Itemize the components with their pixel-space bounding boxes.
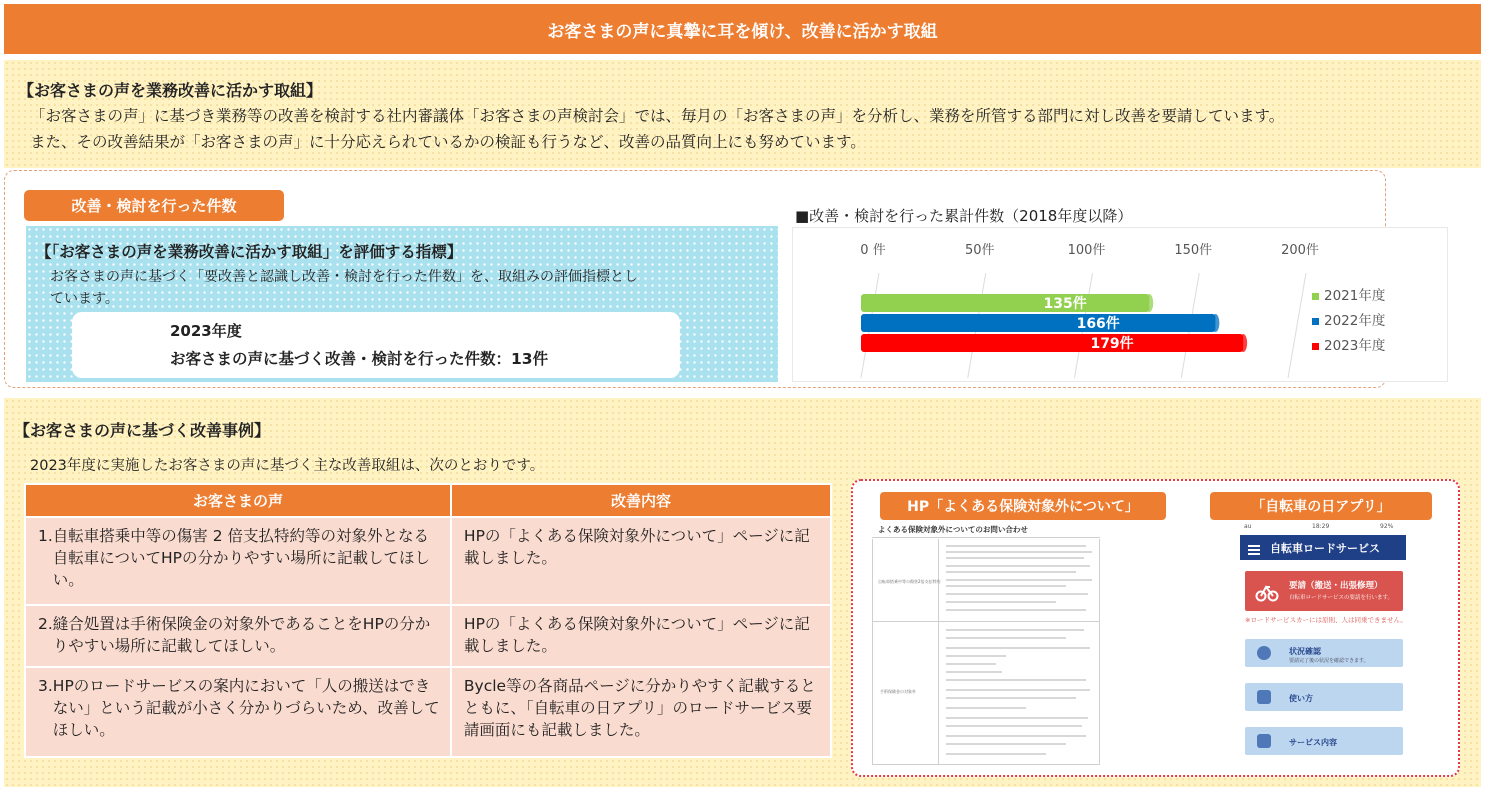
data-label-2021年度: 135件	[1043, 296, 1087, 312]
kpi-year: 2023年度	[170, 322, 242, 340]
bicycle-icon	[1255, 579, 1279, 603]
kpi-desc-line2: ています。	[50, 291, 119, 307]
voice-cell	[25, 605, 451, 667]
voice-text: 自転車搭乗中等の傷害 2 倍支払特約等の対象外となる自転車についてHPの分かりやすい場所に記載してほしい。	[52, 527, 430, 589]
table-row	[25, 605, 831, 667]
status-check-sub: 要請完了後の状況を確認できます。	[1289, 658, 1369, 664]
improvement-cell: HPの「よくある保険対象外について」ページに記載しました。	[451, 605, 831, 667]
legend-swatch-2023年度	[1312, 343, 1319, 350]
service-content-title: サービス内容	[1289, 738, 1337, 747]
kpi-desc-line1: お客さまの声に基づく「要改善と認識し改善・検討を行った件数」を、取組みの評価指標とし	[50, 269, 638, 285]
legend-entry-2023年度: 2023年度	[1324, 338, 1386, 354]
hp-example-label: HP「よくある保険対象外について」	[880, 492, 1166, 520]
box-icon	[1257, 734, 1271, 748]
x-tick-label: 100件	[1067, 243, 1106, 258]
voice-cell	[25, 667, 451, 757]
data-label-2023年度: 179件	[1090, 336, 1134, 352]
chat-bubble-icon	[1257, 646, 1271, 660]
kpi-result-box	[72, 312, 680, 378]
legend-swatch-2022年度	[1312, 318, 1319, 325]
legend-swatch-2021年度	[1312, 293, 1319, 300]
data-label-2022年度: 166件	[1076, 316, 1120, 332]
kpi-result: お客さまの声に基づく改善・検討を行った件数：13件	[170, 350, 549, 368]
voice-cell	[25, 517, 451, 605]
how-to-use-title: 使い方	[1289, 694, 1313, 703]
cumulative-chart	[792, 227, 1448, 382]
intro-paragraph-line1: 「お客さまの声」に基づき業務等の改善を検討する社内審議体「お客さまの声検討会」では、毎月の「お客さまの声」を分析し、業務を所管する部門に対し改善を要請しています。	[30, 107, 1285, 125]
cases-table	[24, 483, 832, 758]
app-header	[1240, 535, 1406, 560]
cases-intro: 2023年度に実施したお客さまの声に基づく主な改善取組は、次のとおりです。	[30, 458, 545, 474]
x-tick-label: 200件	[1281, 243, 1319, 258]
row-number: 1.	[38, 527, 53, 545]
table-row	[25, 667, 831, 757]
doc-title: よくある保険対象外についてのお問い合わせ	[878, 525, 1028, 534]
gridline	[1288, 273, 1306, 378]
hamburger-icon[interactable]	[1248, 541, 1260, 553]
doc-row2-label: 手術保険金の対象外	[880, 689, 916, 694]
improvement-cell: HPの「よくある保険対象外について」ページに記載しました。	[451, 517, 831, 605]
battery: 92%	[1380, 523, 1394, 530]
kpi-heading: 【「お客さまの声を業務改善に活かす取組」を評価する指標】	[36, 243, 463, 261]
how-to-use-button[interactable]	[1245, 683, 1403, 711]
bar-cap-2021年度	[1145, 294, 1153, 312]
chart-svg	[793, 228, 1449, 383]
status-check-title: 状況確認	[1289, 647, 1321, 656]
voice-text: 縫合処置は手術保険金の対象外であることをHPの分かりやすい場所に記載してほしい。	[52, 615, 431, 655]
legend-entry-2021年度: 2021年度	[1324, 288, 1386, 304]
header-voice: お客さまの声	[25, 484, 451, 517]
app-example-label: 「自転車の日アプリ」	[1210, 492, 1432, 520]
service-content-button[interactable]	[1245, 727, 1403, 755]
intro-paragraph-line2: また、その改善結果が「お客さまの声」に十分応えられているかの検証も行うなど、改善の品質向上にも努めています。	[30, 133, 866, 151]
bar-cap-2023年度	[1239, 334, 1247, 352]
doc-row1-label: 自転車搭乗中等の傷害2倍支払特約	[878, 579, 941, 584]
clock: 18:29	[1312, 523, 1330, 530]
header-improvement: 改善内容	[451, 484, 831, 517]
legend-entry-2022年度: 2022年度	[1324, 313, 1386, 329]
row-number: 2.	[38, 615, 53, 633]
request-button[interactable]	[1245, 571, 1403, 611]
app-title: 自転車ロードサービス	[1270, 542, 1380, 555]
x-tick-label: 50件	[964, 243, 995, 258]
status-check-button[interactable]	[1245, 639, 1403, 667]
bar-2021年度	[861, 294, 1149, 312]
chart-title: ■改善・検討を行った累計件数（2018年度以降）	[795, 207, 1133, 225]
bar-2023年度	[861, 334, 1243, 352]
improvement-cell: Bycle等の各商品ページに分かりやすく記載するとともに、「自転車の日アプリ」のロードサービス要請画面にも記載しました。	[451, 667, 831, 757]
row-number: 3.	[38, 677, 53, 695]
bar-2022年度	[861, 314, 1215, 332]
x-tick-label: 150件	[1174, 243, 1213, 258]
hp-page-thumbnail	[872, 521, 1100, 765]
no-passenger-note: ※ロードサービスカーには原則、人は同乗できません。	[1245, 616, 1407, 624]
table-row	[25, 517, 831, 605]
cases-heading: 【お客さまの声に基づく改善事例】	[14, 421, 271, 440]
table-header-row	[25, 484, 831, 517]
request-sub: 自転車ロードサービスの要請を行います。	[1289, 595, 1394, 601]
bar-cap-2022年度	[1211, 314, 1219, 332]
x-tick-label: 0 件	[860, 243, 886, 258]
document-icon	[1257, 690, 1271, 704]
app-screenshot	[1240, 521, 1406, 765]
intro-section	[4, 60, 1481, 168]
page-title: お客さまの声に真摯に耳を傾け、改善に活かす取組	[4, 4, 1481, 54]
request-title: 要請（搬送・出張修理）	[1289, 581, 1383, 591]
section-heading: 【お客さまの声を業務改善に活かす取組】	[18, 81, 323, 100]
voice-text: HPのロードサービスの案内において「人の搬送はできない」という記載が小さく分かりづらいため、改善してほしい。	[52, 677, 440, 739]
carrier: au	[1244, 523, 1252, 530]
kpi-pill-label: 改善・検討を行った件数	[24, 190, 284, 221]
phone-status-bar	[1240, 521, 1406, 533]
